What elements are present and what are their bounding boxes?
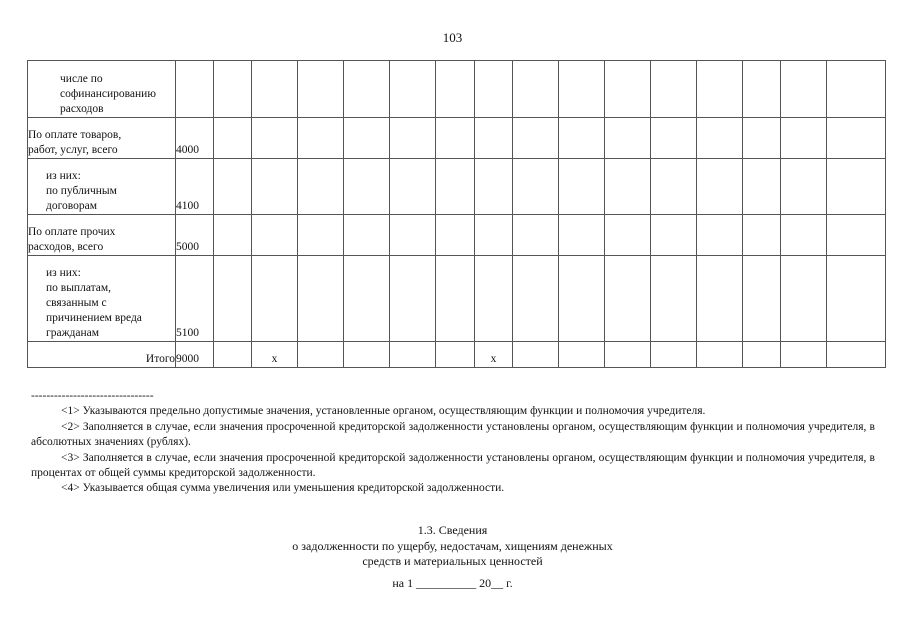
debt-table (27, 60, 886, 368)
row-label: из них: по выплатам, связанным с причинением вреда гражданам (28, 256, 176, 342)
value-cell (559, 256, 605, 342)
value-cell (252, 256, 298, 342)
value-cell (390, 61, 436, 118)
value-cell (781, 61, 827, 118)
value-cell (298, 118, 344, 159)
footnote-3: <3> Заполняется в случае, если значения просроченной кредиторской задолженности установлены органом, осуществляющим функции и полномочия учредителя, в процентах от общей суммы кредиторской задолженности. (31, 451, 875, 480)
value-cell (390, 118, 436, 159)
value-cell (344, 118, 390, 159)
table-row (28, 342, 886, 368)
value-cell (743, 159, 781, 215)
value-cell (651, 256, 697, 342)
value-cell (344, 256, 390, 342)
row-code: 4000 (176, 118, 214, 159)
value-cell (651, 215, 697, 256)
value-cell (252, 61, 298, 118)
row-code: 5100 (176, 256, 214, 342)
value-cell (214, 342, 252, 368)
section-subtitle-line-2: средств и материальных ценностей (362, 554, 543, 568)
value-cell (743, 342, 781, 368)
report-date-line: на 1 __________ 20__ г. (392, 575, 513, 590)
value-cell (214, 159, 252, 215)
value-cell (214, 215, 252, 256)
value-cell (781, 256, 827, 342)
value-cell (298, 342, 344, 368)
value-cell (390, 256, 436, 342)
value-cell (651, 118, 697, 159)
value-cell (781, 159, 827, 215)
value-cell (605, 61, 651, 118)
value-cell (513, 342, 559, 368)
value-cell (513, 215, 559, 256)
footnote-1: <1> Указываются предельно допустимые значения, установленные органом, осуществляющим функции и полномочия учредителя. (61, 405, 706, 418)
value-cell (513, 159, 559, 215)
row-label: из них: по публичным договорам (28, 159, 176, 215)
value-cell (827, 256, 886, 342)
value-cell (697, 159, 743, 215)
value-cell (697, 342, 743, 368)
value-cell (697, 215, 743, 256)
value-cell (298, 215, 344, 256)
value-cell (298, 159, 344, 215)
value-cell (605, 215, 651, 256)
footnote-separator: -------------------------------- (31, 390, 154, 402)
row-label: По оплате товаров, работ, услуг, всего (28, 118, 176, 159)
footnote-4: <4> Указывается общая сумма увеличения или уменьшения кредиторской задолженности. (61, 482, 505, 495)
table-row (28, 61, 886, 118)
value-cell (344, 342, 390, 368)
value-cell (475, 159, 513, 215)
section-title: 1.3. Сведения (417, 523, 488, 537)
row-code: 9000 (176, 342, 214, 368)
value-cell (781, 342, 827, 368)
table-row (28, 118, 886, 159)
value-cell (513, 118, 559, 159)
value-cell (827, 118, 886, 159)
value-cell (344, 159, 390, 215)
value-cell (475, 118, 513, 159)
value-cell (605, 118, 651, 159)
value-cell: x (252, 342, 298, 368)
value-cell (436, 118, 475, 159)
value-cell (559, 118, 605, 159)
value-cell (651, 159, 697, 215)
value-cell (214, 256, 252, 342)
value-cell (827, 342, 886, 368)
value-cell (827, 215, 886, 256)
section-subtitle-line-1: о задолженности по ущербу, недостачам, хищениям денежных (292, 538, 613, 553)
row-label: Итого (28, 342, 176, 368)
table-row (28, 256, 886, 342)
value-cell (390, 342, 436, 368)
table-row (28, 159, 886, 215)
value-cell (436, 342, 475, 368)
value-cell (298, 256, 344, 342)
value-cell (651, 61, 697, 118)
page-number: 103 (442, 30, 463, 45)
value-cell (436, 256, 475, 342)
value-cell (252, 159, 298, 215)
value-cell (252, 118, 298, 159)
value-cell (697, 118, 743, 159)
value-cell (743, 61, 781, 118)
value-cell (559, 342, 605, 368)
value-cell (436, 215, 475, 256)
row-code: 5000 (176, 215, 214, 256)
section-heading (0, 523, 905, 591)
value-cell (475, 215, 513, 256)
value-cell (390, 159, 436, 215)
footnote-2: <2> Заполняется в случае, если значения просроченной кредиторской задолженности установлены органом, осуществляющим функции и полномочия учредителя, в абсолютных значениях (рублях). (31, 420, 875, 449)
value-cell (781, 215, 827, 256)
value-cell (605, 159, 651, 215)
value-cell (436, 61, 475, 118)
row-label: По оплате прочих расходов, всего (28, 215, 176, 256)
value-cell (697, 61, 743, 118)
row-code (176, 61, 214, 118)
value-cell (344, 61, 390, 118)
value-cell (743, 118, 781, 159)
table-body (28, 61, 886, 368)
value-cell (781, 118, 827, 159)
value-cell (559, 61, 605, 118)
value-cell (743, 215, 781, 256)
value-cell (475, 61, 513, 118)
footnotes (31, 389, 875, 497)
row-label: числе по софинансированию расходов (28, 61, 176, 118)
table-row (28, 215, 886, 256)
value-cell (344, 215, 390, 256)
value-cell (743, 256, 781, 342)
value-cell (298, 61, 344, 118)
value-cell (605, 342, 651, 368)
value-cell (214, 118, 252, 159)
value-cell: x (475, 342, 513, 368)
value-cell (559, 215, 605, 256)
value-cell (605, 256, 651, 342)
value-cell (697, 256, 743, 342)
value-cell (651, 342, 697, 368)
value-cell (475, 256, 513, 342)
value-cell (513, 256, 559, 342)
value-cell (436, 159, 475, 215)
value-cell (559, 159, 605, 215)
value-cell (827, 61, 886, 118)
value-cell (827, 159, 886, 215)
value-cell (390, 215, 436, 256)
value-cell (252, 215, 298, 256)
value-cell (214, 61, 252, 118)
row-code: 4100 (176, 159, 214, 215)
value-cell (513, 61, 559, 118)
